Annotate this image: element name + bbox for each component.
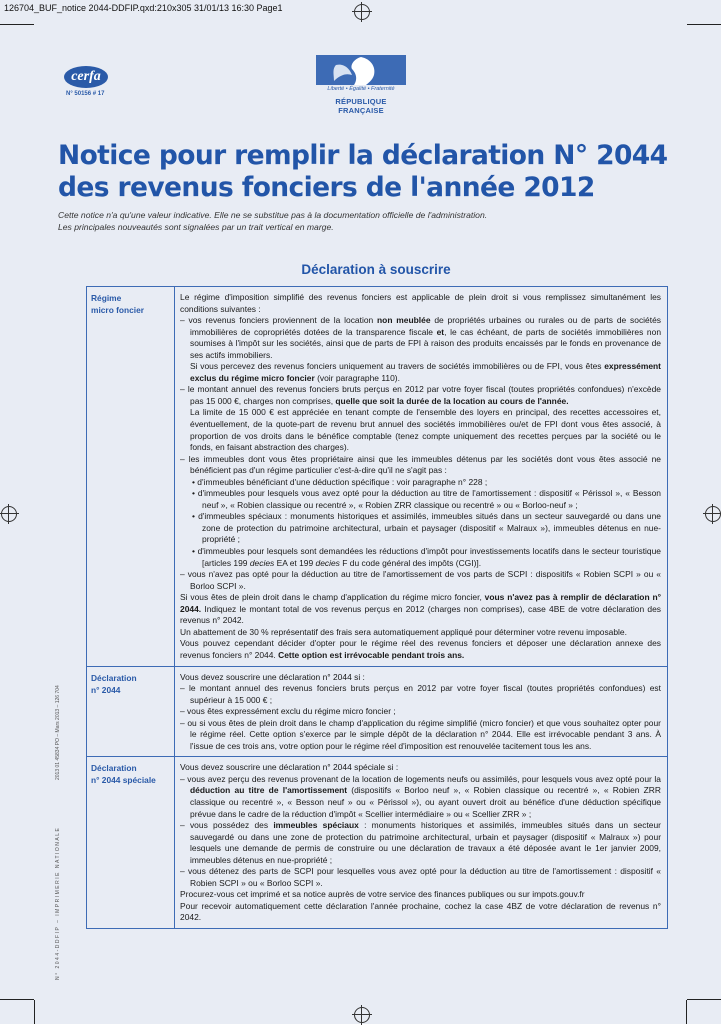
paragraph (180, 361, 661, 384)
text-bold: et (436, 326, 445, 337)
paragraph: – vous n'avez pas opté pour la déduction au titre de l'amortissement de vos parts de SCPI : dispositifs « Robien SCPI » ou « Borloo SCPI ». (180, 569, 661, 591)
paragraph (180, 774, 661, 820)
text: de propriétés urbaines ou rurales ou de parts de sociétés immobilières de copropriétés dotées de la transparence fiscale (190, 315, 661, 337)
row-label-line: Déclaration (91, 672, 137, 683)
page-title (58, 140, 678, 204)
text: Si vous percevez des revenus fonciers uniquement au travers de sociétés immobilières ou de FPI, vous êtes (190, 361, 605, 372)
registration-mark-icon (354, 4, 370, 20)
registration-mark-icon (1, 506, 17, 522)
intro-line-2: Les principales nouveautés sont signalées par un trait vertical en marge. (58, 222, 334, 232)
crop-mark (0, 24, 34, 25)
bullet-item: • d'immeubles bénéficiant d'une déduction spécifique : voir paragraphe n° 228 ; (192, 476, 488, 487)
paragraph (180, 638, 661, 661)
text: • d'immeubles pour lesquels sont demandées les réductions d'impôt pour investissements locatifs dans le secteur touristique [articles 199 (192, 546, 661, 568)
print-slug: 126704_BUF_notice 2044-DDFIP.qxd:210x305 31/01/13 16:30 Page1 (4, 3, 283, 13)
registration-mark-icon (354, 1007, 370, 1023)
paragraph (180, 315, 661, 361)
text: Indiquez le montant total de vos revenus perçus en 2012 (charges non comprises), case 4BE de votre déclaration des revenus n° 2042. (180, 603, 661, 626)
text: (dispositifs « Borloo neuf », « Robien classique ou recentré », « Robien ZRR classique ou recentré », « Besson neuf » ou « Périssol »), ou ayant ouvert droit au bénéfice d'une déduction spécifique prévue dans le cadre de la réduction d'impôt « Scellier intermédiaire » ou « Scellier ZRR » ; (190, 785, 661, 819)
rf-motto: Liberté • Égalité • Fraternité (327, 86, 395, 92)
text: – le montant annuel des revenus fonciers bruts perçus en 2012 par votre foyer fiscal (toutes propriétés confondues) n'excède pas 15 000 €, charges non comprises, (180, 384, 661, 406)
paragraph: Procurez-vous cet imprimé et sa notice auprès de votre service des finances publiques ou sur impots.gouv.fr (180, 889, 585, 900)
row-content (175, 667, 667, 757)
section-title: Déclaration à souscrire (301, 262, 451, 277)
crop-mark (687, 24, 721, 25)
paragraph: – le montant annuel des revenus fonciers bruts perçus en 2012 par votre foyer fiscal (toutes propriétés confondues) est supérieur à 15 000 € ; (180, 683, 661, 705)
intro-note (58, 209, 678, 233)
row-label-line: n° 2044 (91, 684, 121, 695)
row-content (175, 287, 667, 666)
paragraph: Un abattement de 30 % représentatif des frais sera automatiquement appliqué pour déterminer votre revenu imposable. (180, 626, 627, 637)
table-row (87, 287, 667, 666)
crop-mark (0, 999, 34, 1000)
text: , le cas échéant, de parts de sociétés immobilières non soumises à l'impôt sur les sociétés, ainsi que de parts de FPI à raison des produits encaissés par le fonds en provenance de ses actifs immobiliers. (190, 326, 662, 360)
table-row (87, 756, 667, 928)
text: – vous possédez des (180, 820, 274, 831)
text: : monuments historiques et assimilés, immeubles situés dans un secteur sauvegardé ou dans une zone de protection du patrimoine architectural, urbain et paysager (dispositif « Malraux ») pour lesquels une demande de permis de construire ou une déclaration de travaux a été déposée avant le 1er janvier 2009, immeubles détenus en nue-propriété ; (190, 820, 661, 865)
paragraph: – ou si vous êtes de plein droit dans le champ d'application du régime simplifié (micro foncier) et que vous souhaitez opter pour le régime réel. Cette option s'exerce par le simple dépôt de la déclaration n° 2044. Elle est irrévocable pendant 3 ans. À l'issue de ces trois ans, votre option pour le régime réel d'imposition est renouvelée tacitement tous les ans. (180, 717, 661, 751)
row-label-line: micro foncier (91, 305, 145, 315)
text-bold: déduction au titre de l'amortissement (190, 785, 348, 796)
cerfa-logo: cerfa (64, 66, 108, 88)
intro-line-1: Cette notice n'a qu'une valeur indicative. Elle ne se substitue pas à la documentation officielle de l'administration. (58, 210, 488, 220)
paragraph: La limite de 15 000 € est appréciée en tenant compte de l'ensemble des loyers en principal, des recettes accessoires et, éventuellement, de la quote-part de revenu brut annuel des sociétés immobilières ou/et de FPI dont vous êtes associé, à proportion de vos droits dans le bénéfice comptable (tenez compte uniquement des recettes perçues par la société ou le fonds, en faisant abstraction des charges). (190, 407, 661, 453)
row-label-line: n° 2044 spéciale (91, 775, 156, 786)
text-bold: quelle que soit la durée de la location au cours de l'année. (335, 395, 569, 406)
paragraph (180, 820, 661, 866)
side-imprint: N° 2044-DDFIP – IMPRIMERIE NATIONALE (55, 826, 61, 980)
text-italic: decies (249, 557, 275, 568)
bullet-item: • d'immeubles pour lesquels vous avez opté pour la déduction au titre de l'amortissement : dispositif « Périssol », « Besson neuf », « Robien classique ou recentré », « Robien ZRR classique ou recentré » ou « Borloo-neuf » ; (192, 488, 661, 510)
row-label-line: Régime (91, 293, 122, 303)
cerfa-number: N° 50156 # 17 (66, 91, 105, 97)
row-label (87, 287, 175, 666)
bullet-item: • d'immeubles spéciaux : monuments historiques et assimilés, immeubles situés dans un secteur sauvegardé ou dans une zone de protection du patrimoine architectural, urbain et paysager (dispositif « Malraux »), immeubles détenus en nue-propriété ; (192, 511, 661, 545)
paragraph (180, 384, 661, 407)
text: Vous pouvez cependant décider d'opter pour le régime réel des revenus fonciers et déposer une déclaration annexe des revenus fonciers n° 2044. (180, 638, 661, 660)
side-code: 2013 01 45834 PO – Mars 2013 – 126 704 (55, 685, 61, 780)
rf-title: RÉPUBLIQUE FRANÇAISE (335, 97, 387, 115)
paragraph: – vous détenez des parts de SCPI pour lesquelles vous avez opté pour la déduction au titre de l'amortissement : dispositif « Robien SCPI » ou « Borloo SCPI ». (180, 866, 661, 888)
row-label (87, 667, 175, 757)
text-italic: decies (315, 557, 340, 568)
row-label-line: Déclaration (91, 763, 137, 774)
row-label (87, 757, 175, 928)
text-bold: vous n'avez pas à remplir de déclaration n° 2044. (180, 592, 661, 614)
bullet-item (180, 546, 661, 569)
text-bold: expressément exclus du régime micro foncier (190, 361, 661, 383)
text-bold: non meublée (377, 315, 431, 326)
text: – vous avez perçu des revenus provenant de la location de logements neufs ou assimilés, pour lesquels vous avez opté pour la (180, 773, 661, 784)
text: EA et 199 (274, 557, 316, 568)
paragraph (180, 592, 661, 627)
crop-mark (34, 1000, 35, 1024)
paragraph: Vous devez souscrire une déclaration n° 2044 si : (180, 671, 365, 682)
table-row (87, 666, 667, 757)
paragraph: Le régime d'imposition simplifié des revenus fonciers est applicable de plein droit si vous remplissez simultanément les conditions suivantes : (180, 292, 661, 314)
row-content (175, 757, 667, 928)
paragraph: Vous devez souscrire une déclaration n° 2044 spéciale si : (180, 762, 399, 773)
crop-mark (687, 999, 721, 1000)
text: (voir paragraphe 110). (314, 372, 400, 383)
paragraph: – les immeubles dont vous êtes propriétaire ainsi que les immeubles détenus par les sociétés dont vous êtes associé ne bénéficient pas d'un régime particulier c'est-à-dire qu'il ne s'agit pas : (180, 453, 661, 476)
text: – vos revenus fonciers proviennent de la location (180, 315, 378, 326)
text: F du code général des impôts (CGI)]. (339, 557, 482, 568)
paragraph: Pour recevoir automatiquement cette déclaration l'année prochaine, cochez la case 4BZ de votre déclaration de revenus n° 2042. (180, 900, 661, 923)
crop-mark (686, 1000, 687, 1024)
text-bold: Cette option est irrévocable pendant trois ans. (278, 649, 465, 660)
declaration-table (86, 286, 668, 929)
title-line-2: des revenus fonciers de l'année 2012 (58, 172, 595, 203)
text: Si vous êtes de plein droit dans le champ d'application du régime micro foncier, (180, 592, 485, 603)
text-bold: immeubles spéciaux (273, 820, 359, 831)
registration-mark-icon (705, 506, 721, 522)
paragraph: – vous êtes expressément exclu du régime micro foncier ; (180, 706, 396, 717)
title-line-1: Notice pour remplir la déclaration N° 2044 (58, 140, 668, 171)
